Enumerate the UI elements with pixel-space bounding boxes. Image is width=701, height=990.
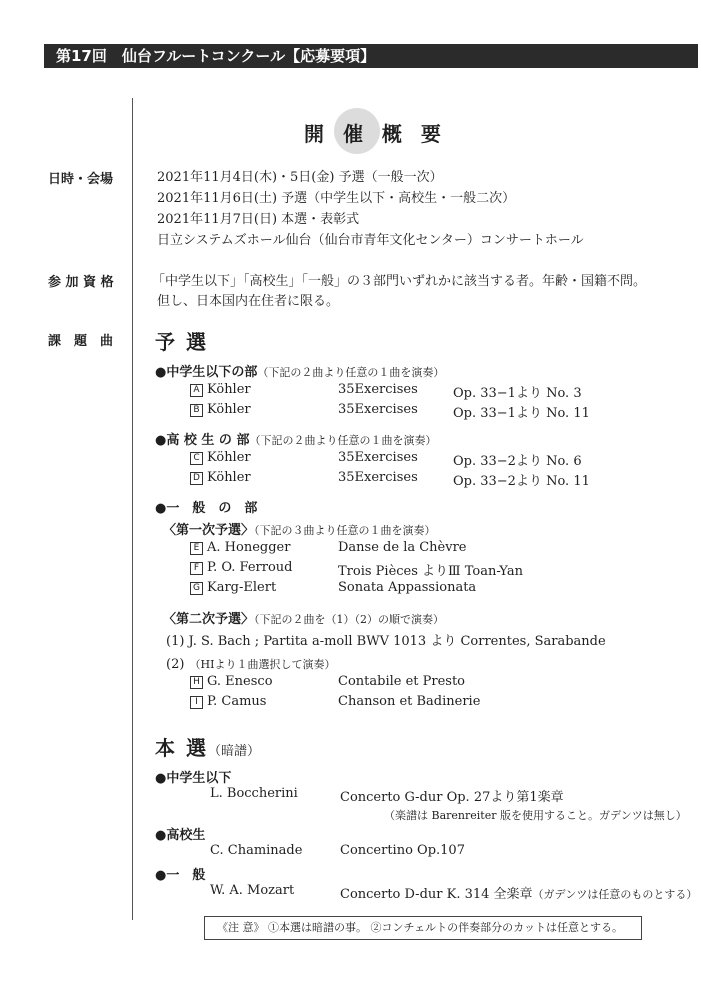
piece-tag: H: [190, 676, 203, 689]
junior-prelim-note: （下記の２曲より任意の１曲を演奏）: [257, 366, 445, 379]
work: 35Exercises: [338, 382, 418, 397]
cadenza-note: （ガデンツは任意のものとする）: [532, 888, 698, 901]
schedule-label: 日時・会場: [48, 172, 114, 187]
work: Concerto D-dur K. 314 全楽章: [340, 887, 533, 902]
piece-tag: B: [190, 404, 203, 417]
opus: Op. 33−2より No. 11: [453, 474, 590, 489]
piece-tag: A: [190, 384, 203, 397]
work: Chanson et Badinerie: [338, 694, 481, 709]
junior-prelim-title: ●中学生以下の部: [155, 365, 258, 380]
piece-row: [190, 382, 251, 397]
high-prelim-header: [155, 429, 436, 448]
composer: A. Honegger: [207, 540, 291, 555]
work: 35Exercises: [338, 470, 418, 485]
final-general-work: [340, 883, 697, 902]
venue-line: 日立システムズホール仙台（仙台市青年文化センター）コンサートホール: [157, 233, 584, 248]
composer: P. Camus: [207, 694, 267, 709]
eligibility-line: 「中学生以下」「高校生」「一般」の３部門いずれかに該当する者。年齢・国籍不問。: [152, 274, 647, 289]
composer: Karg-Elert: [207, 580, 277, 595]
composer: L. Boccherini: [210, 786, 298, 801]
piece-row: [190, 694, 266, 709]
work: 35Exercises: [338, 450, 418, 465]
opus: Op. 33−2より No. 6: [453, 454, 582, 469]
work: Trois Pièces よりⅢ Toan-Yan: [338, 564, 523, 579]
composer: W. A. Mozart: [210, 883, 295, 898]
prelim-heading: 予 選: [155, 330, 208, 354]
piece-tag: F: [190, 562, 203, 575]
choice-piece-header: [166, 653, 335, 672]
composer: P. O. Ferroud: [207, 560, 293, 575]
schedule-line: 2021年11月7日(日) 本選・表彰式: [157, 212, 360, 227]
high-prelim-note: （下記の２曲より任意の１曲を演奏）: [249, 434, 437, 447]
work: 35Exercises: [338, 402, 418, 417]
piece-row: [190, 470, 251, 485]
first-round-header: [163, 519, 436, 538]
composer: Köhler: [207, 470, 251, 485]
composer: Köhler: [207, 382, 251, 397]
final-junior-title: ●中学生以下: [155, 771, 232, 786]
composer: G. Enesco: [207, 674, 273, 689]
piece-row: [190, 674, 273, 689]
page-title: 開 催 概 要: [304, 122, 447, 146]
pieces-label: 課 題 曲: [48, 334, 114, 349]
junior-prelim-header: [155, 361, 444, 380]
eligibility-line: 但し、日本国内在住者に限る。: [157, 294, 340, 309]
eligibility-label: 参 加 資 格: [48, 275, 114, 290]
composer: Köhler: [207, 402, 251, 417]
second-round-note: （下記の２曲を（1）（2）の順で演奏）: [254, 613, 445, 626]
piece-row: [190, 560, 293, 575]
piece-row: [190, 580, 276, 595]
schedule-line: 2021年11月4日(木)・5日(金) 予選（一般一次）: [157, 170, 443, 185]
bach-piece: (1) J. S. Bach ; Partita a-moll BWV 1013 より Correntes, Sarabande: [166, 634, 606, 649]
choice-number: (2): [166, 657, 185, 672]
piece-row: [190, 402, 251, 417]
work: Concertino Op.107: [340, 843, 465, 858]
opus: Op. 33−1より No. 11: [453, 406, 590, 421]
piece-tag: I: [190, 696, 203, 709]
piece-row: [190, 540, 290, 555]
piece-tag: D: [190, 472, 203, 485]
second-round-title: 〈第二次予選〉: [163, 612, 255, 627]
page-banner: 第17回 仙台フルートコンクール【応募要項】: [44, 44, 698, 68]
opus: Op. 33−1より No. 3: [453, 386, 582, 401]
final-heading-note: （暗譜）: [207, 744, 260, 759]
schedule-line: 2021年11月6日(土) 予選（中学生以下・高校生・一般二次）: [157, 191, 516, 206]
work: Sonata Appassionata: [338, 580, 477, 595]
piece-tag: C: [190, 452, 203, 465]
work: Contabile et Presto: [338, 674, 466, 689]
section-divider: [132, 98, 133, 920]
piece-row: [190, 450, 251, 465]
work: Danse de la Chèvre: [338, 540, 467, 555]
first-round-title: 〈第一次予選〉: [163, 523, 255, 538]
score-note: （楽譜は Barenreiter 版を使用すること。ガデンツは無し）: [384, 809, 687, 822]
high-prelim-title: ●高 校 生 の 部: [155, 433, 250, 448]
second-round-header: [163, 608, 444, 627]
final-heading: 本 選: [155, 736, 208, 760]
final-high-title: ●高校生: [155, 828, 206, 843]
piece-tag: E: [190, 542, 203, 555]
final-header: [155, 732, 260, 761]
composer: C. Chaminade: [210, 843, 303, 858]
general-prelim-title: ●一 般 の 部: [155, 501, 258, 516]
piece-tag: G: [190, 582, 203, 595]
notice-box: 《注 意》 ①本選は暗譜の事。 ②コンチェルトの伴奏部分のカットは任意とする。: [204, 916, 642, 940]
final-general-title: ●一 般: [155, 868, 206, 883]
work: Concerto G-dur Op. 27より第1楽章: [340, 790, 564, 805]
composer: Köhler: [207, 450, 251, 465]
first-round-note: （下記の３曲より任意の１曲を演奏）: [254, 524, 436, 537]
choice-note: （HIより１曲選択して演奏）: [189, 658, 336, 671]
